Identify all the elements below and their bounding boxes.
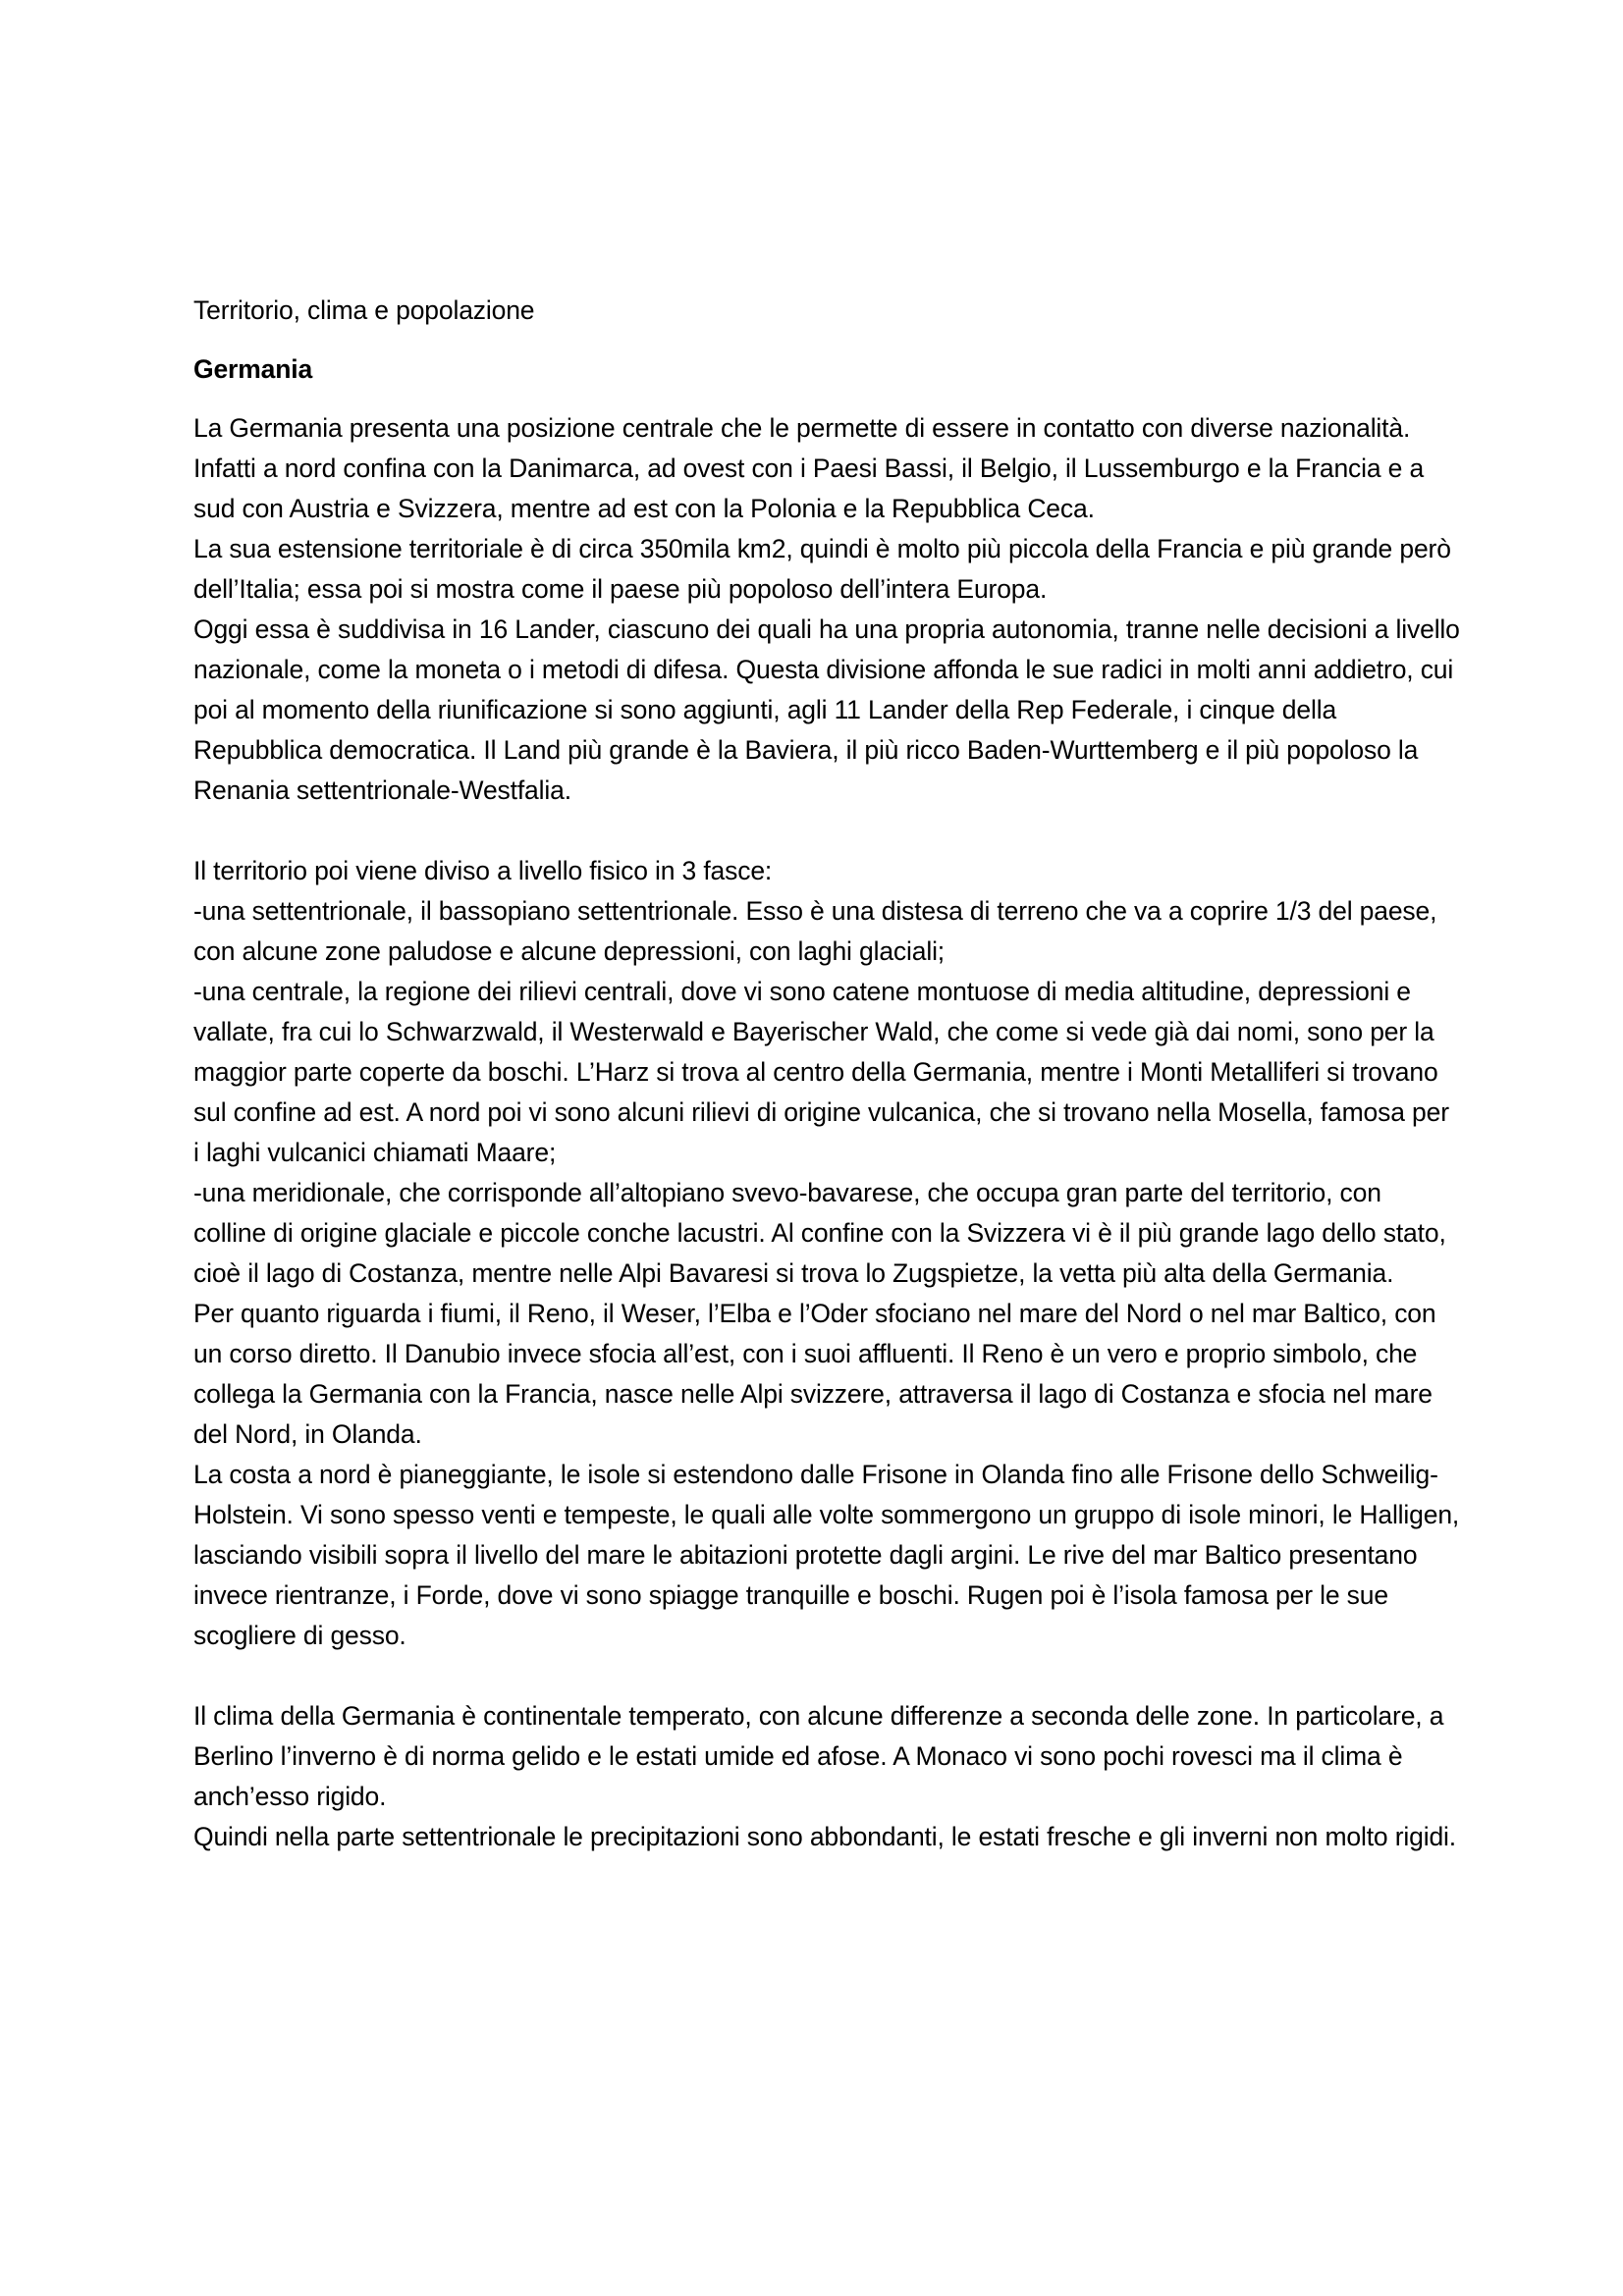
paragraph-spacer <box>193 811 1460 851</box>
document-subtitle: Territorio, clima e popolazione <box>193 295 535 325</box>
paragraph-lander: Oggi essa è suddivisa in 16 Lander, ciascuno dei quali ha una propria autonomia, tranne nelle decisioni a livello nazionale, come la moneta o i metodi di difesa. Questa divisione affonda le sue radici in molti anni addietro, cui poi al momento della riunificazione si sono aggiunti, agli 11 Lander della Rep Federale, i cinque della Repubblica democratica. Il Land più grande è la Baviera, il più ricco Baden-Wurttemberg e il più popoloso la Renania settentrionale-Westfalia. <box>193 614 1460 805</box>
document-heading: Germania <box>193 354 313 384</box>
paragraph-extension: La sua estensione territoriale è di circa 350mila km2, quindi è molto più piccola della Francia e più grande però dell’Italia; essa poi si mostra come il paese più popoloso dell’intera Europa. <box>193 534 1451 604</box>
document-body <box>193 291 1460 1857</box>
paragraph-position: La Germania presenta una posizione centrale che le permette di essere in contatto con diverse nazionalità. Infatti a nord confina con la Danimarca, ad ovest con i Paesi Bassi, il Belgio, il Lussemburgo e la Francia e a sud con Austria e Svizzera, mentre ad est con la Polonia e la Repubblica Ceca. <box>193 413 1425 523</box>
paragraph-territory-intro: Il territorio poi viene diviso a livello fisico in 3 fasce: <box>193 856 773 885</box>
paragraph-central-zone: -una centrale, la regione dei rilievi centrali, dove vi sono catene montuose di media altitudine, depressioni e vallate, fra cui lo Schwarzwald, il Westerwald e Bayerischer Wald, che come si vede già dai nomi, sono per la maggior parte coperte da boschi. L’Harz si trova al centro della Germania, mentre i Monti Metalliferi si trovano sul confine ad est. A nord poi vi sono alcuni rilievi di origine vulcanica, che si trovano nella Mosella, famosa per i laghi vulcanici chiamati Maare; <box>193 977 1449 1167</box>
paragraph-rivers: Per quanto riguarda i fiumi, il Reno, il Weser, l’Elba e l’Oder sfociano nel mare del Nord o nel mar Baltico, con un corso diretto. Il Danubio invece sfocia all’est, con i suoi affluenti. Il Reno è un vero e proprio simbolo, che collega la Germania con la Francia, nasce nelle Alpi svizzere, attraversa il lago di Costanza e sfocia nel mare del Nord, in Olanda. <box>193 1299 1436 1449</box>
paragraph-spacer <box>193 1656 1460 1696</box>
paragraph-coast: La costa a nord è pianeggiante, le isole si estendono dalle Frisone in Olanda fino alle Frisone dello Schweilig-Holstein. Vi sono spesso venti e tempeste, le quali alle volte sommergono un gruppo di isole minori, le Halligen, lasciando visibili sopra il livello del mare le abitazioni protette dagli argini. Le rive del mar Baltico presentano invece rientranze, i Forde, dove vi sono spiagge tranquille e boschi. Rugen poi è l’isola famosa per le sue scogliere di gesso. <box>193 1460 1460 1650</box>
paragraph-precipitation: Quindi nella parte settentrionale le precipitazioni sono abbondanti, le estati fresche e gli inverni non molto rigidi. <box>193 1822 1456 1851</box>
paragraph-north-zone: -una settentrionale, il bassopiano settentrionale. Esso è una distesa di terreno che va a coprire 1/3 del paese, con alcune zone paludose e alcune depressioni, con laghi glaciali; <box>193 896 1437 966</box>
paragraph-south-zone: -una meridionale, che corrisponde all’altopiano svevo-bavarese, che occupa gran parte del territorio, con colline di origine glaciale e piccole conche lacustri. Al confine con la Svizzera vi è il più grande lago dello stato, cioè il lago di Costanza, mentre nelle Alpi Bavaresi si trova lo Zugspietze, la vetta più alta della Germania. <box>193 1178 1446 1288</box>
paragraph-climate: Il clima della Germania è continentale temperato, con alcune differenze a seconda delle zone. In particolare, a Berlino l’inverno è di norma gelido e le estati umide ed afose. A Monaco vi sono pochi rovesci ma il clima è anch’esso rigido. <box>193 1701 1444 1811</box>
